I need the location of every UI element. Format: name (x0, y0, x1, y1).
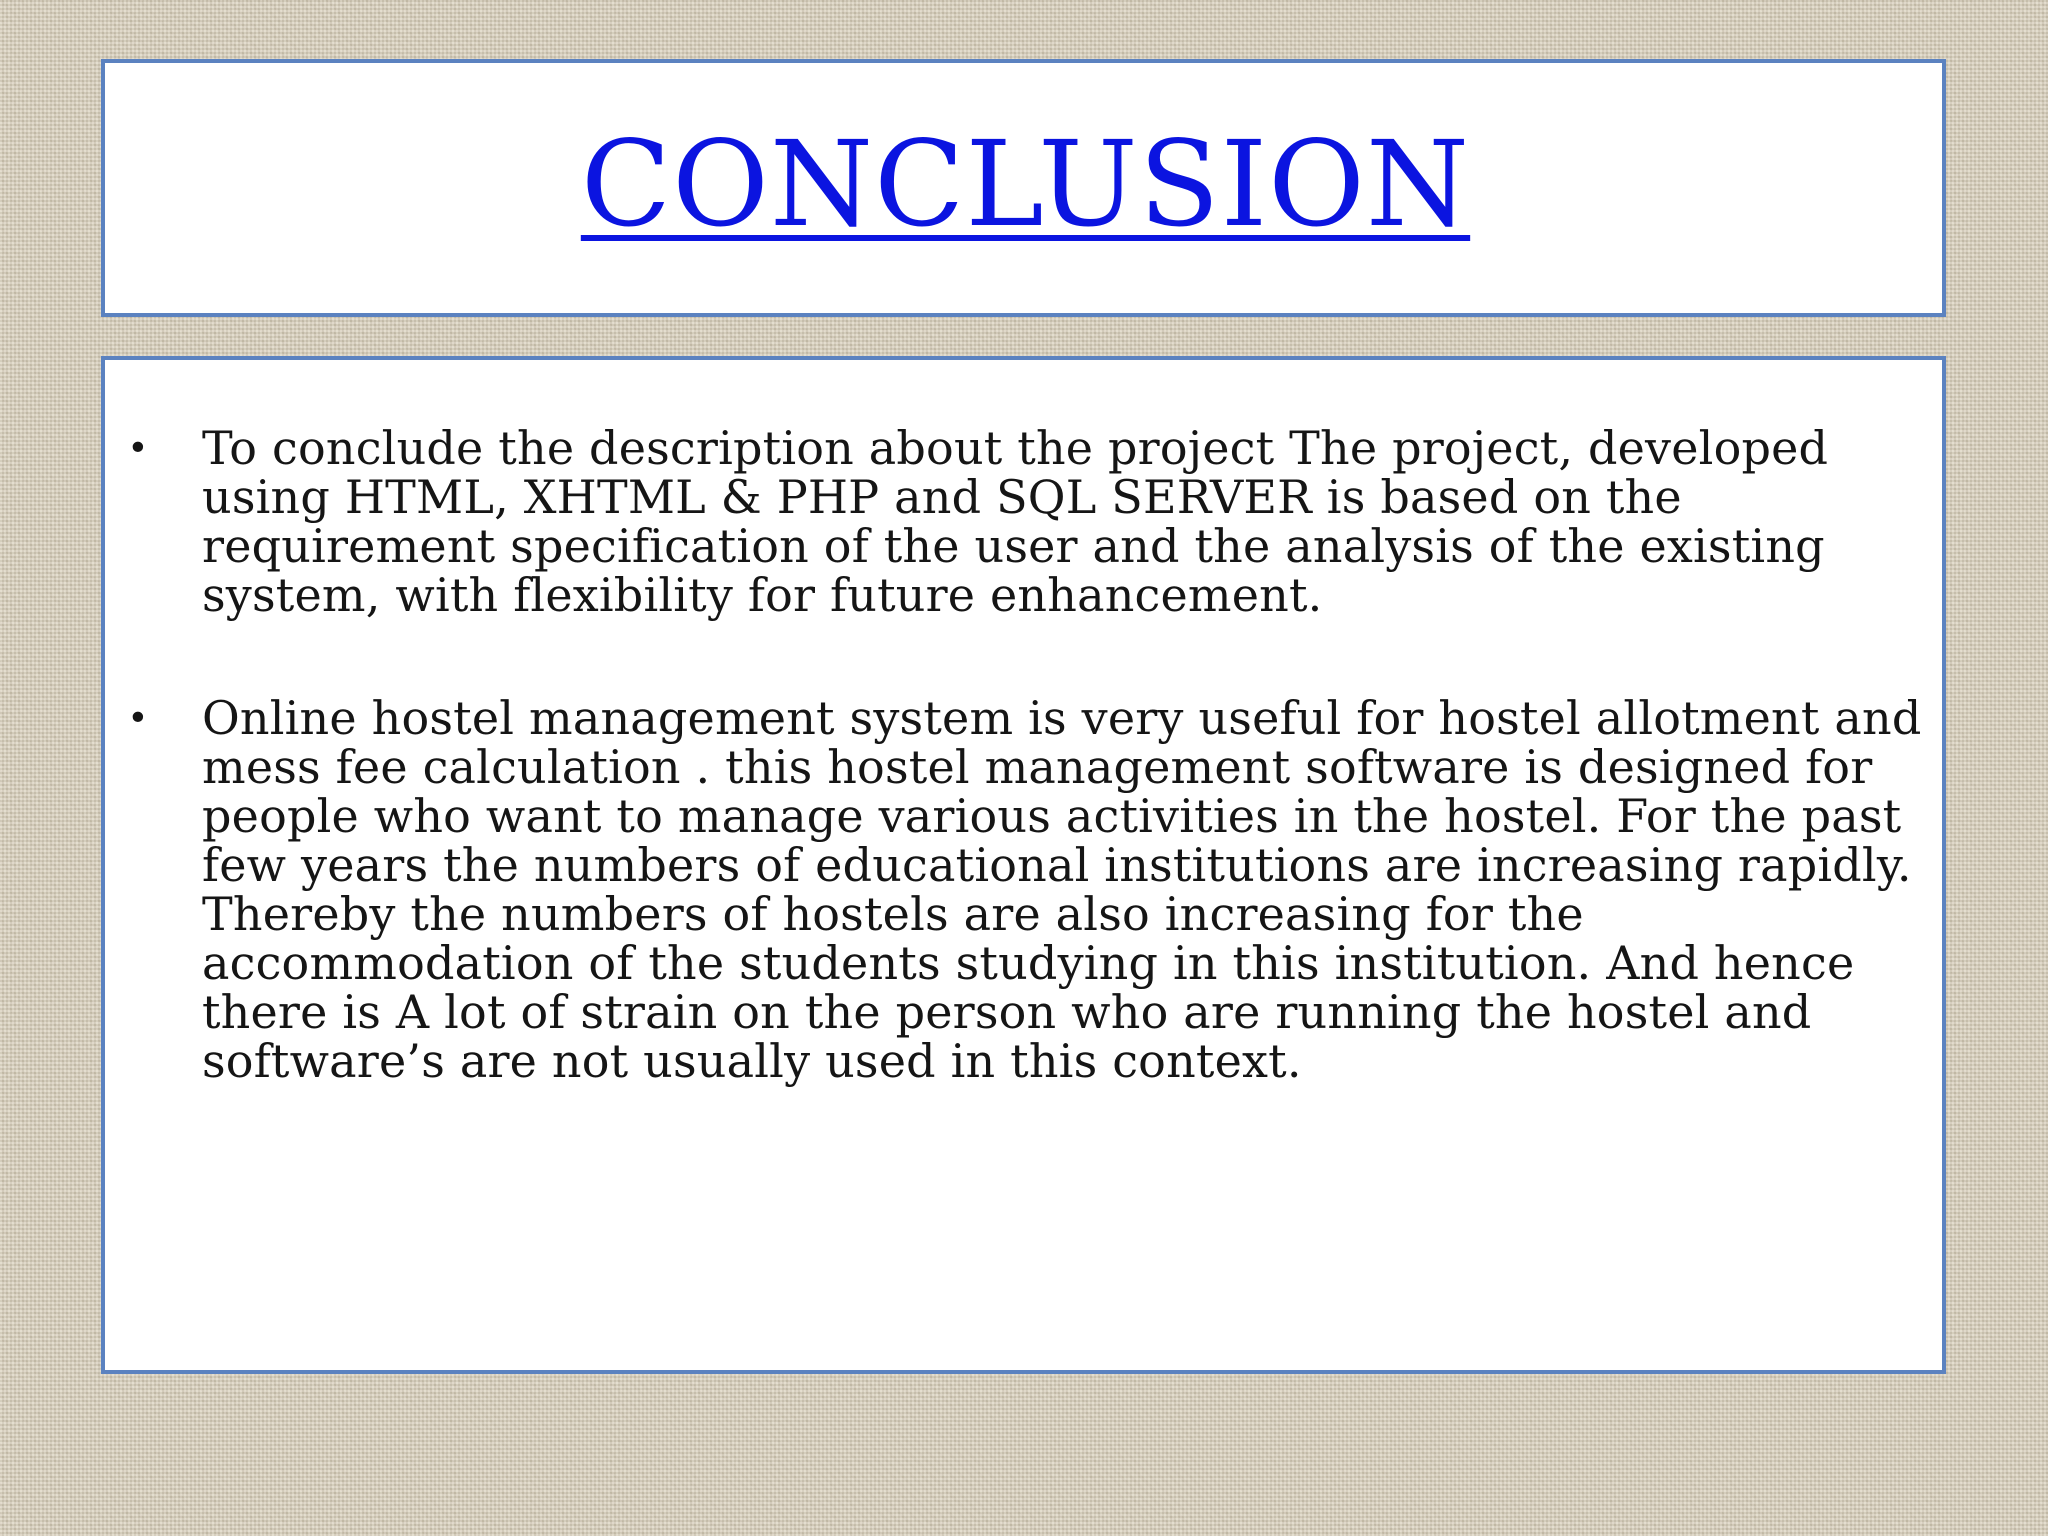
bullet-dot-icon: • (127, 698, 149, 739)
bullet-text-2: Online hostel management system is very useful for hostel allotment and mess fee calculation . this hostel management software is designed for people who want to manage various activities in the hostel. For the past few years the numbers of educational institutions are increasing rapidly. Thereby the numbers of hostels are also increasing for the accommodation of the students studying in this institution. And hence there is A lot of strain on the person who are running the hostel and software’s are not usually used in this context. (202, 691, 1922, 1088)
content-box (101, 356, 1946, 1374)
slide-title: CONCLUSION (580, 115, 1471, 253)
bullet-list (105, 421, 1942, 1088)
bullet-text-1: To conclude the description about the project The project, developed using HTML, XHTML & PHP and SQL SERVER is based on the requirement specification of the user and the analysis of the existing system, with flexibility for future enhancement. (202, 421, 1829, 622)
bullet-item-1 (105, 421, 1942, 622)
bullet-dot-icon: • (127, 428, 149, 469)
bullet-item-2 (105, 691, 1942, 1088)
title-box (101, 59, 1946, 317)
